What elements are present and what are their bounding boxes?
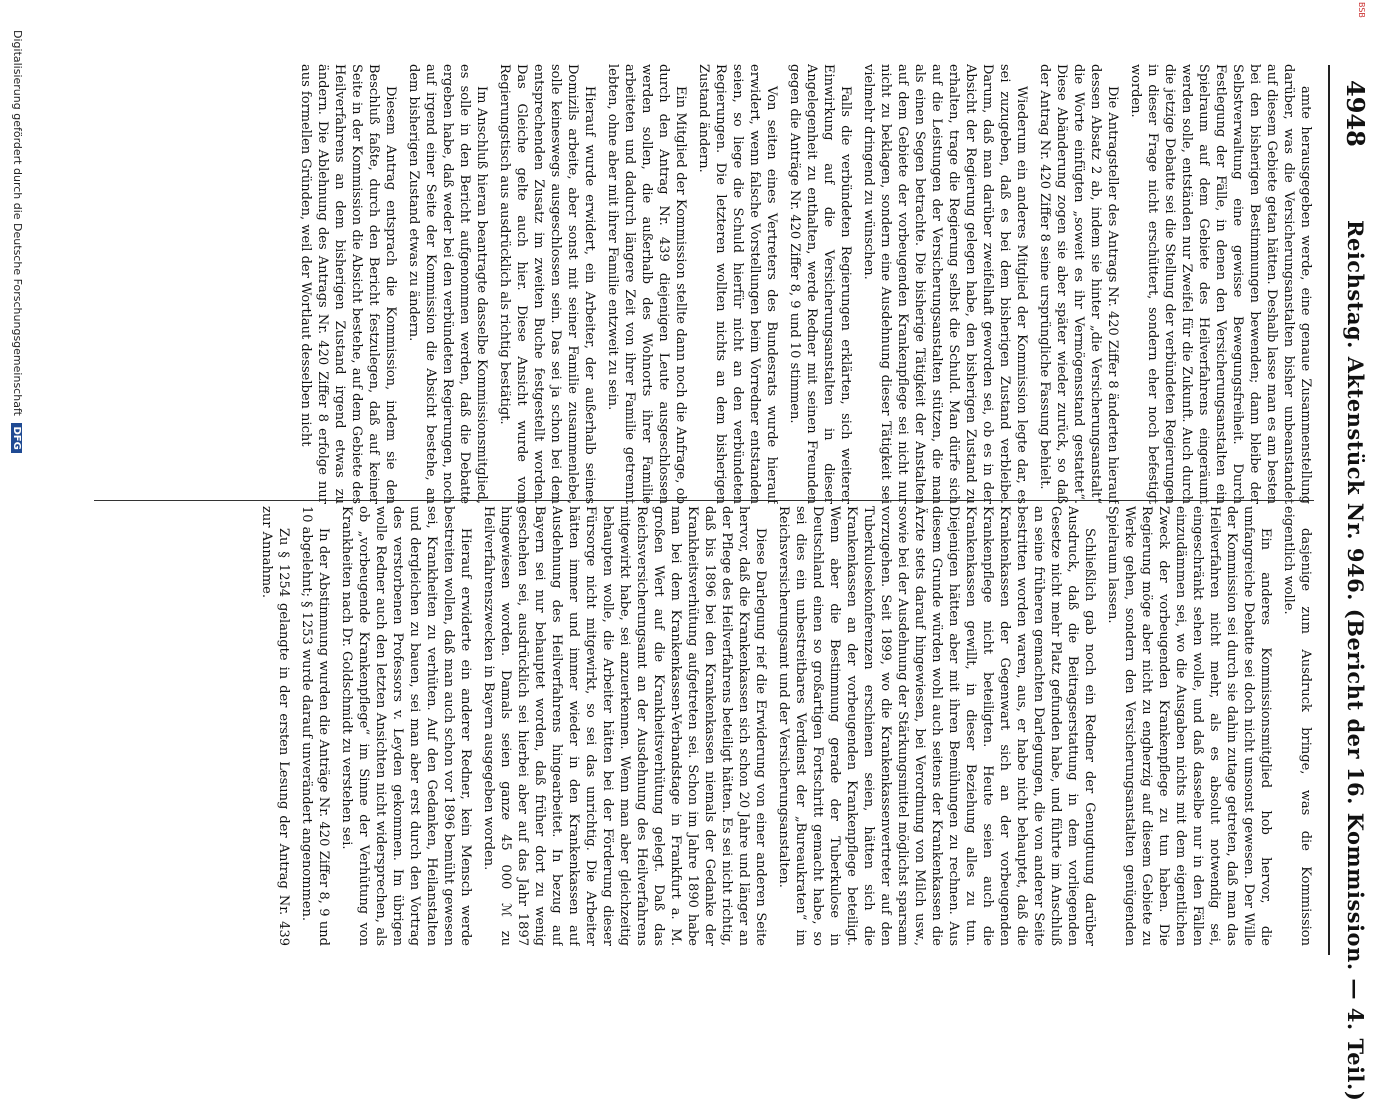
paragraph: amte herausgegeben werde, eine genaue Zusammenstellung darüber, was die Versicherungsanstalten bisher unbeanstandet auf diesem Gebiete getan hätten. Deshalb lasse man es am besten bei den bisherigen Bestimmungen bewenden; dann bleibe der Selbstverwaltung eine gewisse Bewegungsfreiheit. Durch Festlegung der Fälle, in denen den Versicherungsanstalten ein Spielraum auf dem Gebiete des Heilverfahrens eingeräumt werden solle, entständen nur Zweifel für die Zukunft. Auch durch die jetzige Debatte sei die Stellung der verbündeten Regierungen in dieser Frage nicht erschüttert, sondern eher noch befestigt worden. <box>1128 64 1313 504</box>
paragraph: Diese Darlegung rief die Erwiderung von einer anderen Seite hervor, daß die Krankenkassen sich schon 20 Jahre und länger an der Pflege des Heilverfahrens beteiligt hätten. Es sei nicht richtig, daß bis 1896 bei den Krankenkassen niemals der Gedanke der Krankheitsverhütung aufgetreten sei. Schon im Jahre 1890 habe man bei dem Krankenkassen-Verbandstage in Frankfurt a. M. großen Wert auf die Krankheitsverhütung gelegt. Daß das Reichsversicherungsamt an der Ausdehnung des Heilverfahrens mitgewirkt habe, sei anzuerkennen. Wenn man aber gleichzeitig behaupten wolle, die Arbeiter hätten bei der Förderung dieser Fürsorge nicht mitgewirkt, so sei das unrichtig. Die Arbeiter hätten immer und immer wieder in den Krankenkassen auf Ausdehnung des Heilverfahrens hingearbeitet. In bezug auf Bayern sei nur behauptet worden, daß früher dort zu wenig geschehen sei, ausdrücklich sei hierbei aber auf das Jahr 1897 hingewiesen worden. Damals seien ganze 45 000 ℳ zu Heilverfahrenszwecken in Bayern ausgegeben worden. <box>481 506 768 946</box>
right-column <box>94 506 1314 946</box>
paragraph: Hierauf wurde erwidert, ein Arbeiter, der außerhalb seines Domizils arbeite, aber sonst mit seiner Familie zusammenlebe, solle keineswegs ausgeschlossen sein. Das sei ja schon bei dem entsprechenden Zusatz im zweiten Buche festgestellt worden. Das Gleiche gelte auch hier. Diese Ansicht wurde vom Regierungstisch aus ausdrücklich als richtig bestätigt. <box>497 64 597 504</box>
paragraph: Wiederum ein anderes Mitglied der Kommission legte dar, es sei zuzugeben, daß es bei dem bisherigen Zustand verbleibe. Darum, daß man darüber zweifelhaft geworden sei, ob es in der Absicht der Regierung gelegen habe, den bisherigen Zustand zu erhalten, trage die Regierung selbst die Schuld. Man dürfe sich auf die Leistungen der Versicherungsanstalten stützen, die man als einen Segen betrachte. Die bisherige Tätigkeit der Anstalten auf dem Gebiete der vorbeugenden Krankenpflege sei nicht nur nicht zu beklagen, sondern eine Ausdehnung dieser Tätigkeit sei vielmehr dringend zu wünschen. <box>861 64 1029 504</box>
page-number: 4948 <box>1341 80 1370 147</box>
paragraph: Diesem Antrag entsprach die Kommission, indem sie den Beschluß faßte, durch den Bericht festzulegen, daß auf keiner Seite in der Kommission die Absicht bestehe, auf dem Gebiete des Heilverfahrens an dem bisherigen Zustand irgend etwas zu ändern. Die Ablehnung des Antrags Nr. 420 Ziffer 8 erfolge nur aus formellen Gründen, weil der Wortlaut desselben nicht <box>298 64 398 504</box>
left-column <box>94 64 1314 504</box>
paragraph: Die Antragsteller des Antrags Nr. 420 Ziffer 8 änderten hierauf dessen Absatz 2 ab, indem sie hinter „die Versicherungsanstalt“ die Worte einfügten „soweit es ihr Vermögensstand gestattet“. Diese Abänderung zogen sie aber später wieder zurück, so daß der Antrag Nr. 420 Ziffer 8 seine ursprüngliche Fassung behielt. <box>1037 64 1120 504</box>
page-header <box>1334 30 1374 1101</box>
paragraph: Im Anschluß hieran beantragte dasselbe Kommissionsmitglied, es solle in den Bericht aufgenommen werden, daß die Debatte ergeben habe, daß weder bei den verbündeten Regierungen, noch auf irgend einer Seite der Kommission die Absicht bestehe, an dem bisherigen Zustand etwas zu ändern. <box>406 64 489 504</box>
paragraph: Von seiten eines Vertreters des Bundesrats wurde hierauf erwidert, wenn falsche Vorstellungen beim Vorredner entstanden seien, so liege die Schuld hierfür nicht an den verbündeten Regierungen. Die letzteren wollten nichts an dem bisherigen Zustand ändern. <box>696 64 779 504</box>
paragraph: Falls die verbündeten Regierungen erklärten, sich weiterer Einwirkung auf die Versicherungsanstalten in dieser Angelegenheit zu enthalten, werde Redner mit seinen Freunden gegen die Anträge Nr. 420 Ziffer 8, 9 und 10 stimmen. <box>787 64 853 504</box>
page-title: Reichstag. Aktenstück Nr. 946. (Bericht der 16. Kommission. — 4. Teil.) <box>1343 220 1368 1101</box>
paragraph: Hierauf erwiderte ein anderer Redner, kein Mensch werde bestreiten wollen, daß man auch schon vor 1896 bemüht gewesen sei, Krankheiten zu verhüten. Auf den Gedanken, Heilanstalten und dergleichen zu bauen, sei man aber erst durch den Vortrag des verstorbenen Professors v. Leyden gekommen. Im übrigen wolle Redner auch den letzten Ansichten nicht widersprechen, als ob „vorbeugende Krankenpflege“ im Sinne der Verhütung von Krankheiten nach Dr. Goldschmidt zu verstehen sei. <box>339 506 473 946</box>
credit-text: Digitalisierung gefördert durch die Deutsche Forschungsgemeinschaft <box>11 30 24 416</box>
paragraph: Ein anderes Kommissionsmitglied hob hervor, die umfangreiche Debatte sei doch nicht umsonst gewesen. Der Wille der Kommission sei durch sie dahin zutage getreten, daß man das Heilverfahren nicht mehr, als es absolut notwendig sei, eingeschränkt sehen wolle, und daß dasselbe nur in den Fällen einzudämmen sei, wo die Ausgaben nichts mit dem eigentlichen Zweck der vorbeugenden Krankenpflege zu tun haben. Die Regierung möge aber nicht zu engherzig auf diesem Gebiete zu Werke gehen, sondern den Versicherungsanstalten genügenden Spielraum lassen. <box>1105 506 1273 946</box>
scan-mark: BSB <box>1357 2 1366 18</box>
header-rule <box>1328 65 1330 955</box>
paragraph: Ein Mitglied der Kommission stellte dann noch die Anfrage, ob durch den Antrag Nr. 439 diejenigen Leute ausgeschlossen werden sollen, die außerhalb des Wohnorts ihrer Familie arbeiteten und dadurch längere Zeit von ihrer Familie getrennt lebten, ohne aber mit ihrer Familie entzweit zu sein. <box>605 64 688 504</box>
paragraph: In der Abstimmung wurden die Anträge Nr. 420 Ziffer 8, 9 und 10 abgelehnt; § 1253 wurde darauf unverändert angenommen. <box>299 506 331 946</box>
dfg-logo: DFG <box>11 423 22 452</box>
column-divider <box>94 500 1314 501</box>
paragraph: dasjenige zum Ausdruck bringe, was die Kommission eigentlich wolle. <box>1281 506 1313 946</box>
paragraph: Schließlich gab noch ein Redner der Genugtuung darüber Ausdruck, daß die Beitragserstattung in dem vorliegenden Gesetze nicht mehr Platz gefunden habe, und führte im Anschluß an seine früheren gemachten Darlegungen, die von anderer Seite bestritten worden waren, aus, er habe nicht behauptet, daß die Krankenkassen der Gegenwart sich an der vorbeugenden Krankenpflege nicht beteiligten. Heute seien auch die Krankenkassen gewillt, in dieser Beziehung alles zu tun. Diejenigen hätten aber mit ihren Bemühungen zu rechnen. Aus diesem Grunde würden wohl auch seitens der Krankenkassen die Ärzte stets darauf hingewiesen, bei Verordnung von Milch usw., sowie bei der Ausdehnung der Stärkungsmittel möglichst sparsam vorzugehen. Seit 1899, wo die Krankenkassenvertreter auf den Tuberkulosekonferenzen erschienen seien, hätten sich die Krankenkassen an der vorbeugenden Krankenpflege beteiligt. Wenn aber die Bestimmung gerade der Tuberkulose in Deutschland einen so großartigen Fortschritt gemacht habe, so sei dies ein unbestreitbares Verdienst der „Bureaukraten“ im Reichsversicherungsamt und der Versicherungsanstalten. <box>776 506 1097 946</box>
digitization-credit <box>11 30 24 453</box>
paragraph: Zu § 1254 gelangte in der ersten Lesung der Antrag Nr. 439 zur Annahme. <box>259 506 291 946</box>
